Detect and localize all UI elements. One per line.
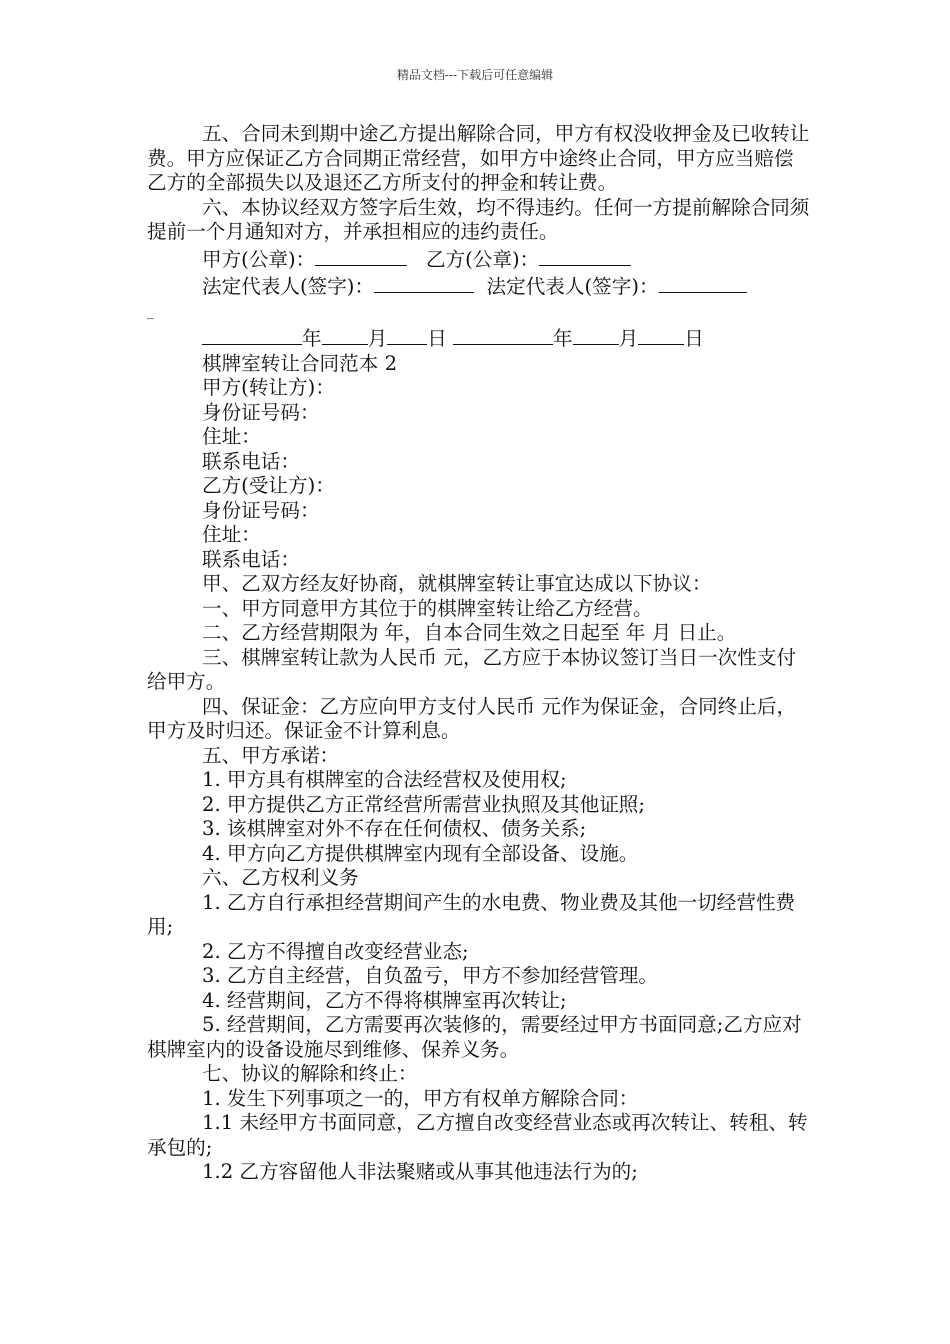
clause-7-item-1: 1. 发生下列事项之一的，甲方有权单方解除合同： xyxy=(202,1086,639,1110)
clause-1: 一、甲方同意甲方其位于的棋牌室转让给乙方经营。 xyxy=(202,596,653,620)
party-b-day-blank[interactable] xyxy=(638,324,684,345)
clause-4: 四、保证金：乙方应向甲方支付人民币 元作为保证金，合同终止后，甲方及时归还。保证金不计算利息。 xyxy=(147,694,797,742)
party-b-label: 乙方(受让方)： xyxy=(202,474,335,497)
year-label: 年 xyxy=(302,327,322,350)
party-b-phone: 联系电话： xyxy=(202,547,300,571)
party-a-rep-blank[interactable] xyxy=(374,272,474,293)
party-a-label: 甲方(转让方)： xyxy=(202,376,335,399)
party-a-day-blank[interactable] xyxy=(387,324,427,345)
page-header: 精品文档---下载后可任意编辑 xyxy=(396,68,554,82)
clause-6-item-5: 5. 经营期间，乙方需要再次装修的，需要经过甲方书面同意;乙方应对棋牌室内的设备设施尽到维修、保养义务。 xyxy=(147,1013,802,1061)
signature-line xyxy=(147,272,812,300)
clause-5-heading: 五、甲方承诺： xyxy=(202,743,340,767)
party-b-month-blank[interactable] xyxy=(573,324,619,345)
month-label: 月 xyxy=(367,327,388,350)
party-b-year-blank[interactable] xyxy=(453,324,553,345)
clause-6-effect: 六、本协议经双方签字后生效，均不得违约。任何一方提前解除合同须提前一个月通知对方，并承担相应的违约责任。 xyxy=(147,195,810,243)
clause-3: 三、棋牌室转让款为人民币 元，乙方应于本协议签订当日一次性支付给甲方。 xyxy=(147,645,797,693)
clause-6-item-2: 2. 乙方不得擅自改变经营业态; xyxy=(202,939,469,963)
clause-6-item-3: 3. 乙方自主经营，自负盈亏，甲方不参加经营管理。 xyxy=(202,964,658,987)
document-body xyxy=(147,122,812,1185)
clause-5-item-3: 3. 该棋牌室对外不存在任何债权、债务关系; xyxy=(202,817,587,840)
clause-5-item-2: 2. 甲方提供乙方正常经营所需营业执照及其他证照; xyxy=(202,792,645,816)
party-a-seal-blank[interactable] xyxy=(315,245,407,266)
party-a-address: 住址： xyxy=(202,425,261,448)
month-label: 月 xyxy=(618,327,639,350)
party-a-rep-label: 法定代表人(签字)： xyxy=(202,275,375,298)
clause-5-item-4: 4. 甲方向乙方提供棋牌室内现有全部设备、设施。 xyxy=(202,841,639,865)
party-a-seal-label: 甲方(公章)： xyxy=(202,247,316,271)
party-b-address: 住址： xyxy=(202,523,261,546)
clause-7-item-1-2: 1.2 乙方容留他人非法聚赌或从事其他违法行为的; xyxy=(202,1160,638,1183)
party-b-rep-blank[interactable] xyxy=(659,272,747,293)
clause-7-item-1-1: 1.1 未经甲方书面同意，乙方擅自改变经营业态或再次转让、转租、转承包的; xyxy=(147,1111,808,1159)
day-label: 日 xyxy=(684,327,704,350)
party-b-rep-label: 法定代表人(签字)： xyxy=(486,275,659,298)
clause-6-item-1: 1. 乙方自行承担经营期间产生的水电费、物业费及其他一切经营性费用; xyxy=(147,890,796,938)
party-a-id: 身份证号码： xyxy=(202,400,320,424)
party-b-seal-blank[interactable] xyxy=(539,245,631,266)
agreement-intro: 甲、乙双方经友好协商，就棋牌室转让事宜达成以下协议： xyxy=(202,572,712,595)
clause-5-item-1: 1. 甲方具有棋牌室的合法经营权及使用权; xyxy=(202,768,567,791)
clause-2: 二、乙方经营期限为 年，自本合同生效之日起至 年 月 日止。 xyxy=(202,621,737,644)
clause-6-item-4: 4. 经营期间，乙方不得将棋牌室再次转让; xyxy=(202,988,567,1012)
seal-line xyxy=(147,245,812,273)
date-line xyxy=(147,324,812,352)
party-b-id: 身份证号码： xyxy=(202,498,320,522)
party-a-phone: 联系电话： xyxy=(202,449,300,473)
year-label: 年 xyxy=(553,327,573,350)
clause-6-heading: 六、乙方权利义务 xyxy=(202,866,359,889)
day-label: 日 xyxy=(427,327,447,350)
party-b-seal-label: 乙方(公章)： xyxy=(425,247,540,271)
party-a-year-blank[interactable] xyxy=(202,324,302,345)
clause-7-heading: 七、协议的解除和终止： xyxy=(202,1062,418,1085)
overflow-underscore: _ xyxy=(147,303,154,320)
contract-title-2: 棋牌室转让合同范本 2 xyxy=(202,351,398,375)
party-a-month-blank[interactable] xyxy=(322,324,368,345)
clause-5-termination: 五、合同未到期中途乙方提出解除合同，甲方有权没收押金及已收转让费。甲方应保证乙方合同期正常经营，如甲方中途终止合同，甲方应当赔偿乙方的全部损失以及退还乙方所支付的押金和转让费。 xyxy=(147,122,810,194)
